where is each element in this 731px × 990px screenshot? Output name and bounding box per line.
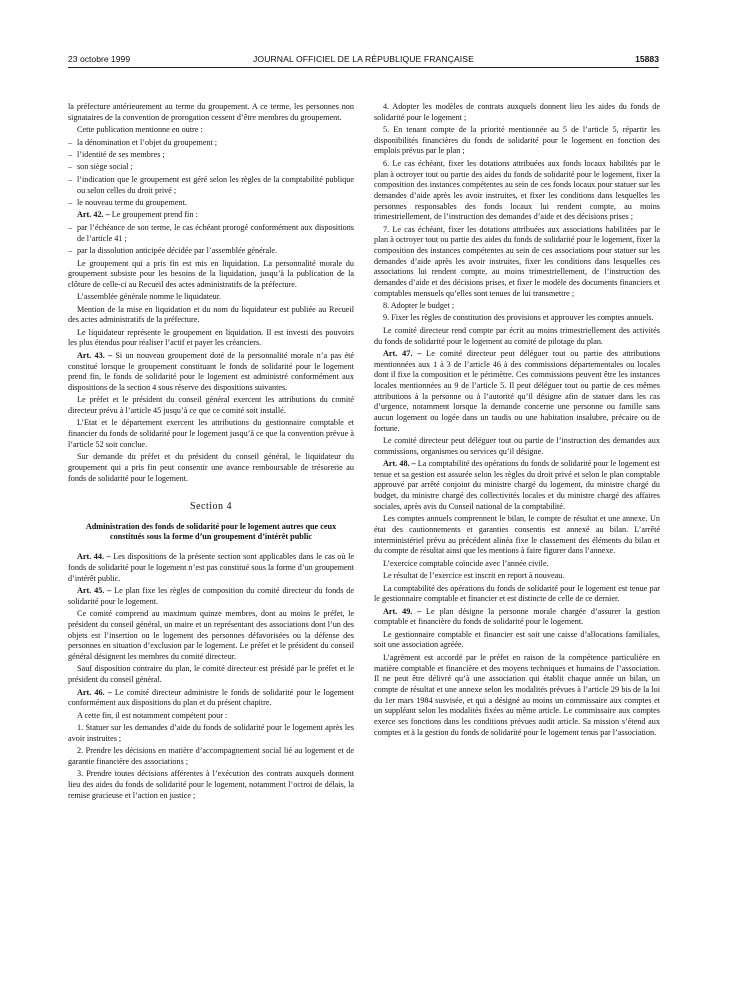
article-text: Le plan désigne la personne morale chargée d’assurer la gestion comptable et financière du fonds de solidarité pour le logement. — [374, 606, 660, 627]
list-item-text: par l’échéance de son terme, le cas échéant prorogé conformément aux dispositions de l’article 41 ; — [77, 222, 354, 243]
paragraph: la préfecture antérieurement au terme du groupement. A ce terme, les personnes non signataires de la convention de prorogation cessent d’être membres du groupement. — [68, 102, 354, 122]
article-paragraph — [68, 351, 354, 394]
article-paragraph — [68, 210, 354, 221]
paragraph: 3. Prendre toutes décisions afférentes à l’exécution des contrats auxquels donnent lieu des aides du fonds de solidarité pour le logement, notamment l’octroi de délais, la remise gracieuse et l’action en justice ; — [68, 769, 354, 800]
article-text: Le groupement prend fin : — [109, 210, 198, 220]
article-paragraph — [68, 552, 354, 584]
list-dash: – — [68, 150, 73, 160]
paragraph: Le résultat de l’exercice est inscrit en report à nouveau. — [383, 571, 565, 581]
article-number: Art. 46. – — [77, 687, 112, 697]
list-dash: – — [68, 162, 73, 172]
list-item-text: la dénomination et l’objet du groupement ; — [77, 137, 218, 147]
article-text: Les dispositions de la présente section sont applicables dans le cas où le fonds de solidarité pour le logement n’est pas constitué sous la forme d’un groupement d’intérêt public. — [68, 552, 355, 583]
paragraph: La comptabilité des opérations du fonds de solidarité pour le logement est tenue par le gestionnaire comptable et financier et est distincte de celle de ce dernier. — [374, 583, 660, 604]
section-title: Administration des fonds de solidarité pour le logement autres que ceux constitués sous la forme d’un groupement d’intérêt public — [85, 521, 337, 542]
paragraph: 6. Le cas échéant, fixer les dotations attribuées aux fonds locaux habilités par le plan à octroyer tout ou partie des aides du fonds de solidarité pour le logement, fixer la composition des instances compétentes au sein de ces fonds locaux pour statuer sur les demandes d’aide après les avoir instruites, et fixer les conditions dans lesquelles les personnes responsables des fonds locaux lui rendent compte, au moins trimestriellement, de l’instruction des demandes d’aide et des décisions prises ; — [374, 158, 660, 222]
paragraph: L’Etat et le département exercent les attributions du gestionnaire comptable et financier du fonds de solidarité pour le logement jusqu’à ce que la convention prévue à l’article 52 soit conclue. — [68, 418, 354, 449]
paragraph: Sur demande du préfet et du président du conseil général, le liquidateur du groupement qui a pris fin peut consentir une avance remboursable de trésorerie au fonds de solidarité pour le logement. — [68, 452, 354, 483]
list-item-text: l’indication que le groupement est géré selon les règles de la comptabilité publique ou selon celles du droit privé ; — [77, 174, 354, 195]
paragraph: Le liquidateur représente le groupement en liquidation. Il est investi des pouvoirs les plus étendus pour réaliser l’actif et payer les créanciers. — [68, 327, 354, 348]
list-dash: – — [68, 222, 73, 232]
paragraph: Le comité directeur peut déléguer tout ou partie de l’instruction des demandes aux commissions, organismes ou services qu’il désigne. — [374, 436, 660, 456]
list-item-text: l’identité de ses membres ; — [77, 150, 165, 160]
right-column — [374, 102, 660, 740]
paragraph: 2. Prendre les décisions en matière d’accompagnement social lié au logement et de garantie financière des associations ; — [68, 746, 354, 766]
article-number: Art. 44. – — [77, 552, 111, 562]
list-dash: – — [68, 174, 73, 184]
article-number: Art. 45. – — [77, 586, 112, 596]
paragraph: Ce comité comprend au maximum quinze membres, dont au moins le préfet, le président du conseil général, un maire et un représentant des associations dont l’un des objets est l’insertion ou le logement des personnes défavorisées ou la défense des personnes en situation d’exclusion par le logement. Le préfet et le président du conseil général désignent les membres du comité directeur. — [68, 609, 354, 661]
list-dash: – — [68, 246, 73, 256]
article-number: Art. 43. – — [77, 350, 113, 360]
paragraph: 8. Adopter le budget ; — [383, 301, 455, 310]
article-text: Le comité directeur administre le fonds de solidarité pour le logement conformément aux dispositions du plan et du présent chapitre. — [68, 687, 355, 708]
article-number: Art. 42. – — [77, 210, 110, 220]
paragraph: 5. En tenant compte de la priorité mentionnée au 5 de l’article 5, répartir les disponibilités financières du fonds de solidarité pour le logement en fonction des emplois prévus par le plan ; — [374, 125, 660, 156]
article-text: Le comité directeur peut déléguer tout ou partie des attributions mentionnées aux 1 à 3 de l’article 46 à des commissions départementales ou locales dont il fixe la composition et le périmètre. Ces commissions peuvent être les instances locales mentionnées au 9 de l’article 5. Il peut déléguer tout ou partie de ces mêmes attributions à la personne ou à l’autorité qu’il désigne afin de statuer dans les cas d’urgence, notamment lorsque la demande concerne une personne ou famille sans aucun logement ou logée dans un taudis ou une habitation insalubre, précaire ou de fortune. — [374, 349, 661, 433]
article-number: Art. 47. – — [383, 349, 422, 359]
article-number: Art. 49. – — [383, 606, 422, 616]
paragraph: L’agrément est accordé par le préfet en raison de la compétence particulière en matière comptable et financière et des moyens techniques et humains de l’association. Il ne peut être délivré qu’à une association qui établit chaque année un bilan, un compte de résultat et une annexe selon les modalités prévues à l’article 29 bis de la loi du 1er mars 1984 susvisée, et qui a désigné au moins un commissaire aux comptes et un suppléant selon les modalités fixées au même article. Le commissaire aux comptes exerce ses fonctions dans les conditions prévues audit article. Sa mission s’étend aux comptes et à la gestion du fonds de solidarité pour le logement tenus par l’association. — [374, 652, 660, 737]
section-heading: Section 4 — [190, 501, 232, 513]
paragraph: 4. Adopter les modèles de contrats auxquels donnent lieu les aides du fonds de solidarité pour le logement ; — [374, 102, 660, 122]
list-dash: – — [68, 198, 73, 208]
list-item-text: le nouveau terme du groupement. — [77, 198, 187, 208]
list-item — [68, 162, 354, 173]
paragraph: Les comptes annuels comprennent le bilan, le compte de résultat et une annexe. Un état des cautionnements et garanties consentis est annexé au bilan. L’arrêté interministériel prévu au précédent alinéa fixe le classement des éléments du bilan et du compte de résultat ainsi que les mentions à faire figurer dans l’annexe. — [374, 514, 660, 556]
header-journal-title: JOURNAL OFFICIEL DE LA RÉPUBLIQUE FRANÇAISE — [253, 54, 474, 64]
paragraph: L’assemblée générale nomme le liquidateur. — [77, 292, 222, 302]
paragraph: Le gestionnaire comptable et financier est soit une caisse d’allocations familiales, soit une association agréée. — [374, 629, 660, 650]
paragraph: Cette publication mentionne en outre : — [77, 125, 203, 135]
article-paragraph — [374, 349, 660, 434]
article-paragraph — [374, 459, 660, 512]
header-date: 23 octobre 1999 — [68, 54, 131, 64]
article-text: Le plan fixe les règles de composition du comité directeur du fonds de solidarité pour le logement. — [68, 586, 354, 606]
list-item — [68, 150, 354, 161]
paragraph: Le préfet et le président du conseil général exercent les attributions du comité directeur prévu à l’article 45 jusqu’à ce que ce comité soit installé. — [68, 395, 354, 416]
article-text: La comptabilité des opérations du fonds de solidarité pour le logement est tenue et sa gestion est assurée selon les règles du droit privé et selon le plan comptable approuvé par arrêté conjoint du ministre chargé du logement, du ministre chargé du budget, du ministre chargé des collectivités locales et du ministre chargé des affaires sociales, après avis du Conseil national de la comptabilité. — [374, 459, 660, 511]
paragraph: L’exercice comptable coïncide avec l’année civile. — [383, 558, 549, 568]
header-rule — [68, 67, 659, 68]
page-header — [68, 54, 659, 68]
paragraph: 9. Fixer les règles de constitution des provisions et approuver les comptes annuels. — [383, 313, 654, 323]
list-item — [68, 246, 354, 257]
list-item — [68, 223, 354, 244]
paragraph: Mention de la mise en liquidation et du nom du liquidateur est publiée au Recueil des actes administratifs de la préfecture. — [68, 304, 354, 325]
list-item — [68, 175, 354, 196]
article-paragraph — [68, 586, 354, 607]
paragraph: 7. Le cas échéant, fixer les dotations attribuées aux associations habilitées par le plan à octroyer tout ou partie des aides du fonds de solidarité pour le logement, fixer la composition des instances compétentes au sein de ces associations pour statuer sur les demandes d’aide après les avoir instruites, fixer les conditions dans lesquelles ces associations lui rendent compte, au moins trimestriellement, de l’instruction des demandes d’aide et des décisions prises, et fixer le modèle des documents financiers et comptables mensuels qu’elles sont tenues de lui transmettre ; — [374, 224, 660, 298]
paragraph: Le groupement qui a pris fin est mis en liquidation. La personnalité morale du groupement subsiste pour les besoins de la liquidation, jusqu’à la publication de la clôture de celle-ci au Recueil des actes administratifs de la préfecture. — [68, 258, 354, 289]
list-item — [68, 198, 354, 209]
list-item-text: son siège social ; — [77, 162, 133, 172]
article-number: Art. 48. – — [383, 459, 416, 469]
paragraph: Sauf disposition contraire du plan, le comité directeur est présidé par le préfet et le président du conseil général. — [68, 664, 354, 685]
left-column — [68, 102, 354, 803]
paragraph: Le comité directeur rend compte par écrit au moins trimestriellement des activités du fonds de solidarité pour le logement au comité de pilotage du plan. — [374, 325, 660, 346]
article-paragraph — [374, 607, 660, 628]
list-dash: – — [68, 137, 73, 147]
article-text: Si un nouveau groupement doté de la personnalité morale n’a pas été constitué lorsque le groupement constituant le fonds de solidarité pour le logement prend fin, le fonds de solidarité pour le logement est administré conformément aux dispositions de la section 4 sous réserve des dispositions suivantes. — [68, 350, 354, 392]
list-item-text: par la dissolution anticipée décidée par l’assemblée générale. — [77, 246, 278, 256]
article-paragraph — [68, 688, 354, 709]
paragraph: A cette fin, il est notamment compétent pour : — [77, 710, 228, 720]
paragraph: 1. Statuer sur les demandes d’aide du fonds de solidarité pour le logement après les avoir instruites ; — [68, 723, 354, 743]
header-page-number: 15883 — [635, 54, 659, 64]
list-item — [68, 138, 354, 149]
